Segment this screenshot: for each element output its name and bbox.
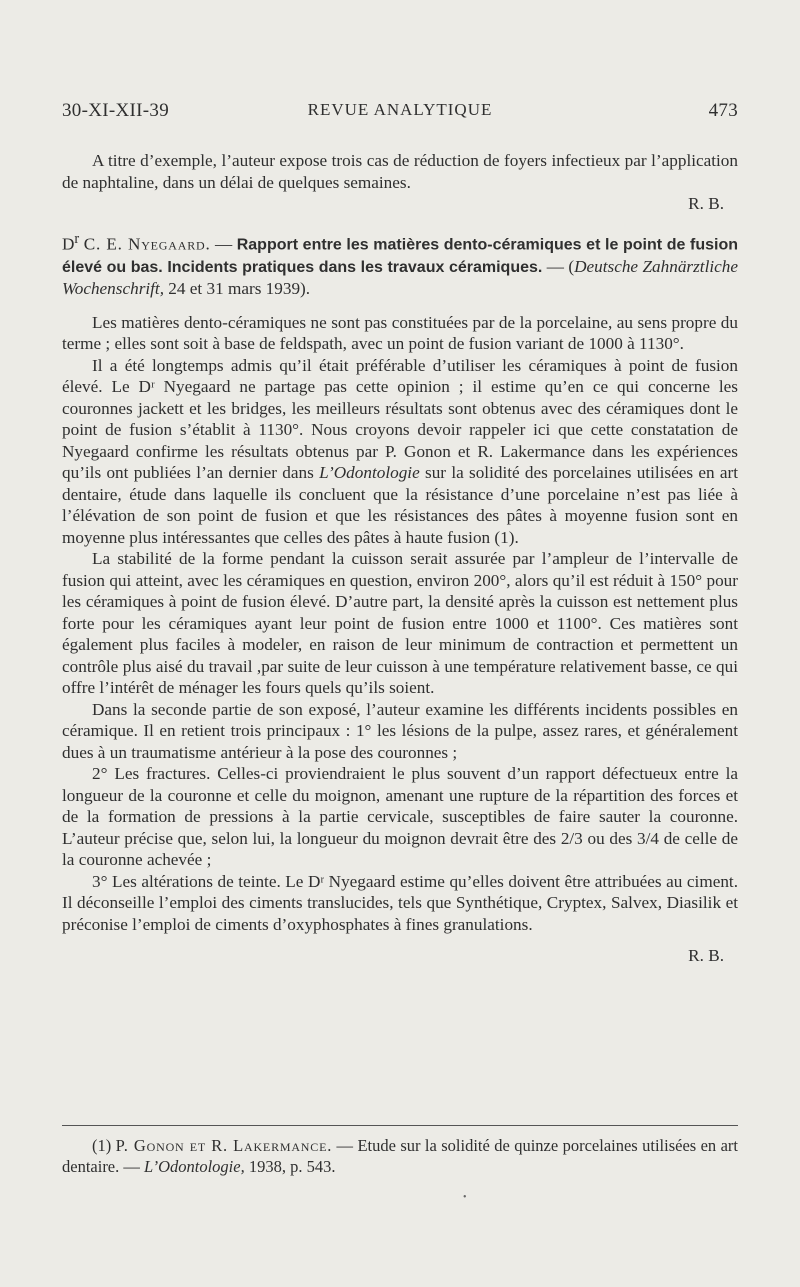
paragraph-1: Les matières dento-céramiques ne sont pas constituées par de la porcelaine, au sens propre du terme ; elles sont soit à base de feldspath, avec un point de fusion variant de 1000 à 1130°. (62, 312, 738, 354)
source-dates: 24 et 31 mars 1939). (164, 279, 311, 299)
footnote (62, 1135, 738, 1177)
title-dash: — (210, 234, 237, 254)
title-prefix-sup: r (74, 230, 80, 247)
footnote-authors: P. Gonon et R. Lakermance. (115, 1136, 333, 1155)
paragraph-4: Dans la seconde partie de son exposé, l’auteur examine les différents incidents possibles en céramique. Il en retient trois principaux : 1° les lésions de la pulpe, assez rares, et généralement dues à un traumatisme antérieur à la pose des couronnes ; (62, 699, 738, 762)
paragraph-2-tail: sur la solidité des porcelaines utilisées en art dentaire, étude dans laquelle ils concluent que la résistance d’une porcelaine n’est pas liée à l’élévation de son point de fusion et que les résistances des pâtes à moyenne fusion sont en moyenne plus intéressantes que celles des pâtes à haute fusion (1). (62, 463, 738, 547)
article-body (62, 150, 738, 967)
paragraph-3: La stabilité de la forme pendant la cuisson serait assurée par l’ampleur de l’intervalle de fusion qui atteint, avec les céramiques en question, environ 200°, alors qu’il est réduit à 150° pour les céramiques à point de fusion élevé. D’autre part, la densité après la cuisson est nettement plus forte pour les céramiques ayant leur point de fusion entre 1000 et 1100°. Ces matières sont également plus faciles à modeler, en raison de leur minimum de contraction et permettent un contrôle plus aisé du travail ,par suite de leur cuisson à une température relativement basse, ce qui offre l’intérêt de ménager les fours quels qu’ils soient. (62, 549, 738, 698)
issue-date: 30-XI-XII-39 (62, 100, 170, 121)
source-open: — ( (542, 256, 575, 276)
intro-signature: R. B. (688, 194, 724, 213)
footnote-marker: (1) (92, 1136, 116, 1155)
article-title: Rapport entre les matières dento-céramiques et le point de fusion élevé ou bas. Incidents pratiques dans les travaux céramiques. (62, 236, 738, 276)
footnote-text (62, 1135, 738, 1177)
footnote-rule (62, 1125, 738, 1126)
journal-title: REVUE ANALYTIQUE (307, 100, 493, 119)
title-prefix: D (62, 234, 75, 254)
footnote-body: — Etude sur la solidité de quinze porcelaines utilisées en art dentaire. — (62, 1136, 738, 1176)
page-number: 473 (708, 100, 738, 121)
ink-speck: • (463, 1192, 467, 1203)
footnote-citation: 1938, p. 543. (244, 1157, 336, 1176)
author-name: C. E. Nyegaard. (83, 234, 211, 254)
footnote-journal: L’Odontologie, (144, 1157, 245, 1176)
source-journal: Deutsche Zahnärztliche Wochenschrift, (62, 256, 738, 299)
paragraph-2-text: Il a été longtemps admis qu’il était préférable d’utiliser les céramiques à point de fusion élevé. Le Dʳ Nyegaard ne partage pas cette opinion ; il estime qu’en ce qui concerne les couronnes jackett et les bridges, les meilleurs résultats sont obtenus avec des céramiques dont le point de fusion s’établit à 1130°. Nous croyons devoir rappeler ici que cette constatation de Nyegaard confirme les résultats obtenus par P. Gonon et R. Lakermance dans les expériences qu’ils ont publiées l’an dernier dans (62, 355, 738, 483)
paragraph-2-journal: L’Odontologie (319, 463, 420, 483)
closing-signature: R. B. (688, 946, 724, 966)
paragraph-2 (62, 355, 738, 549)
paragraph-5: 2° Les fractures. Celles-ci proviendraient le plus souvent d’un rapport défectueux entre la longueur de la couronne et celle du moignon, amenant une rupture de la répartition des forces et de la formation de pressions à la partie cervicale, susceptibles de faire sauter la couronne. L’auteur précise que, selon lui, la longueur du moignon devrait être des 2/3 ou des 3/4 de celle de la couronne achevée ; (62, 764, 738, 870)
abstract-heading (62, 229, 738, 300)
intro-paragraph: A titre d’exemple, l’auteur expose trois cas de réduction de foyers infectieux par l’application de naphtaline, dans un délai de quelques semaines. (62, 151, 738, 192)
paragraph-6: 3° Les altérations de teinte. Le Dʳ Nyegaard estime qu’elles doivent être attribuées au ciment. Il déconseille l’emploi des ciments translucides, tels que Synthétique, Cryptex, Salvex, Diasilik et préconise l’emploi de ciments d’oxyphosphates à fines granulations. (62, 871, 738, 934)
